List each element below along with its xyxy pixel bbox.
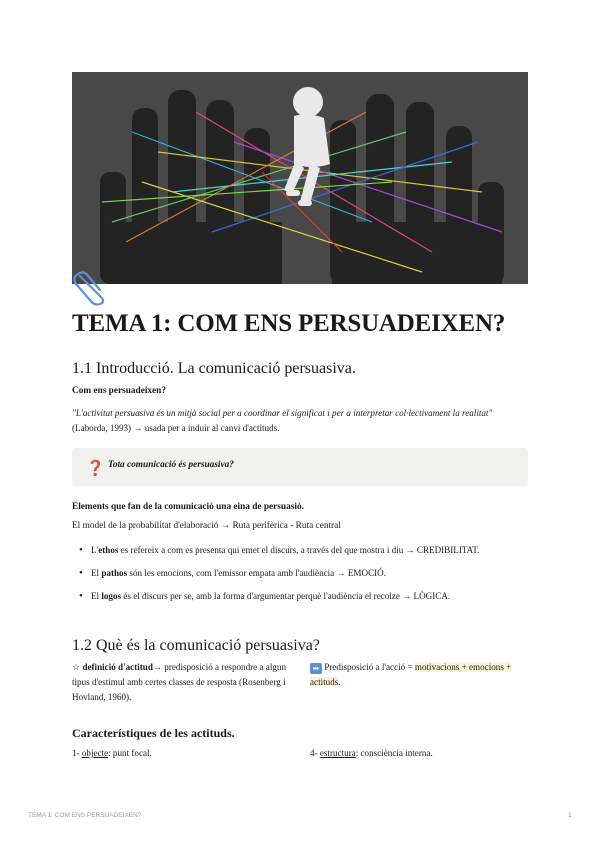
star-icon: ☆ [72, 662, 81, 672]
question-mark-icon: ❓ [86, 459, 105, 477]
definition-text: → predisposició a respondre a algun tipus d'estímul amb certes classes de resposta (Rosenberg i Hovland, 1960). [72, 662, 287, 702]
arrow-right-icon: ➡ [310, 663, 322, 674]
callout-text: Tota comunicació és persuasiva? [108, 460, 234, 470]
section-heading-1-2: 1.2 Què és la comunicació persuasiva? [72, 637, 320, 654]
list-item: • L'ethos es refereix a com es presenta qui emet el discurs, a través del que mostra i diu → CREDIBILITAT. [72, 543, 512, 557]
paperclip-icon [70, 266, 114, 306]
footer-page-number: 1 [568, 812, 572, 819]
highlighted-text: motivacions + emocions + actituds [310, 662, 512, 687]
list-item: • El logos és el discurs per se, amb la forma d'argumentar perquè l'audiència el recolze → LÒGICA. [72, 589, 512, 603]
page-title: TEMA 1: COM ENS PERSUADEIXEN? [72, 310, 506, 337]
model-line: El model de la probabilitat d'elaboració → Ruta perifèrica - Ruta central [72, 521, 341, 531]
definition-term: definició d'actitud [82, 662, 153, 672]
quote-rest: (Laborda, 1993) → usada per a induir al canvi d'actituds. [72, 423, 280, 433]
characteristic-item-1: 1- objecte: punt focal. [72, 748, 152, 758]
characteristic-item-4: 4- estructura: consciència interna. [310, 748, 433, 758]
quote-italic: "L'activitat persuasiva és un mitjà social per a coordinar el significat i per a interpretar col·lectivament la realitat" [72, 408, 493, 418]
predisposition-block: ➡ Predisposició a l'acció = motivacions + emocions + actituds. [310, 662, 512, 687]
section-heading-1-1: 1.1 Introducció. La comunicació persuasiva. [72, 360, 356, 377]
definition-block [72, 660, 292, 705]
question-label: Com ens persuadeixen? [72, 386, 167, 396]
list-item: • El pathos són les emocions, com l'emissor empata amb l'audiència → EMOCIÓ. [72, 566, 512, 580]
elements-heading: Elements que fan de la comunicació una eina de persuasió. [72, 502, 304, 512]
bullet-list [72, 543, 512, 612]
predisposition-text: Predisposició a l'acció = [322, 662, 415, 672]
footer-title: TEMA 1: COM ENS PERSUADEIXEN? [28, 812, 142, 819]
cover-illustration [72, 72, 528, 284]
characteristics-heading: Característiques de les actituds. [72, 726, 235, 740]
callout-box [72, 448, 528, 486]
quote-paragraph [72, 406, 530, 436]
hands-and-threads-illustration [72, 72, 528, 284]
